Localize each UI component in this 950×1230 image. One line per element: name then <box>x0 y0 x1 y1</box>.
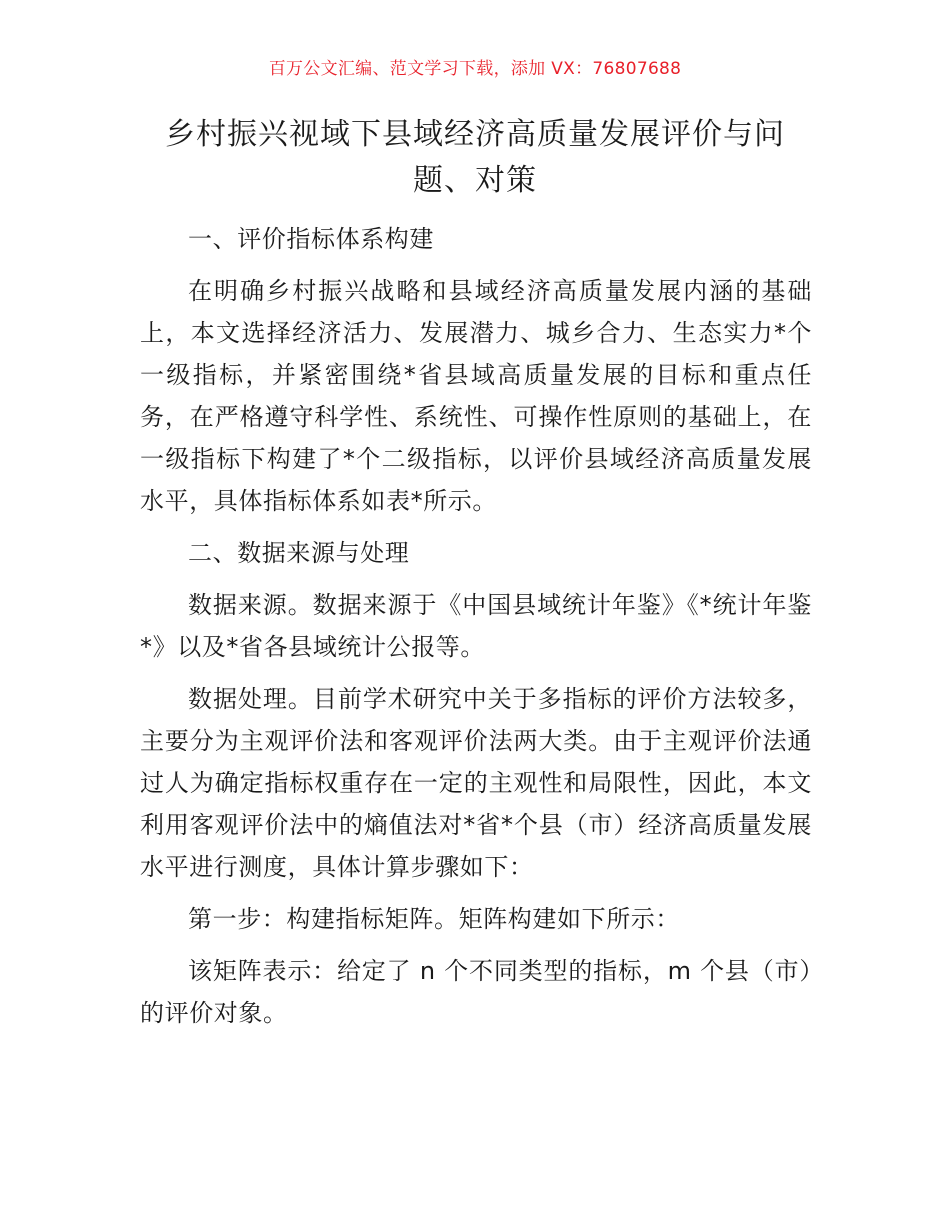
document-body <box>140 218 812 1044</box>
paragraph-index-system: 在明确乡村振兴战略和县域经济高质量发展内涵的基础上，本文选择经济活力、发展潜力、城乡合力、生态实力*个一级指标，并紧密围绕*省县域高质量发展的目标和重点任务，在严格遵守科学性、系统性、可操作性原则的基础上，在一级指标下构建了*个二级指标，以评价县域经济高质量发展水平，具体指标体系如表*所示。 <box>140 277 812 515</box>
paragraph-data-processing: 数据处理。目前学术研究中关于多指标的评价方法较多，主要分为主观评价法和客观评价法两大类。由于主观评价法通过人为确定指标权重存在一定的主观性和局限性，因此，本文利用客观评价法中的熵值法对*省*个县（市）经济高质量发展水平进行测度，具体计算步骤如下： <box>140 685 812 881</box>
paragraph-matrix-meaning: 该矩阵表示：给定了 n 个不同类型的指标，m 个县（市）的评价对象。 <box>140 957 812 1027</box>
paragraph-data-source: 数据来源。数据来源于《中国县域统计年鉴》《*统计年鉴*》以及*省各县域统计公报等。 <box>140 591 812 661</box>
section-heading-evaluation-index: 一、评价指标体系构建 <box>188 225 434 253</box>
section-heading-data-source: 二、数据来源与处理 <box>188 539 410 567</box>
document-title: 乡村振兴视域下县域经济高质量发展评价与问题、对策 <box>165 117 785 198</box>
watermark-banner: 百万公文汇编、范文学习下载，添加 VX：76807688 <box>268 59 682 79</box>
paragraph-step-one: 第一步：构建指标矩阵。矩阵构建如下所示： <box>188 905 680 933</box>
